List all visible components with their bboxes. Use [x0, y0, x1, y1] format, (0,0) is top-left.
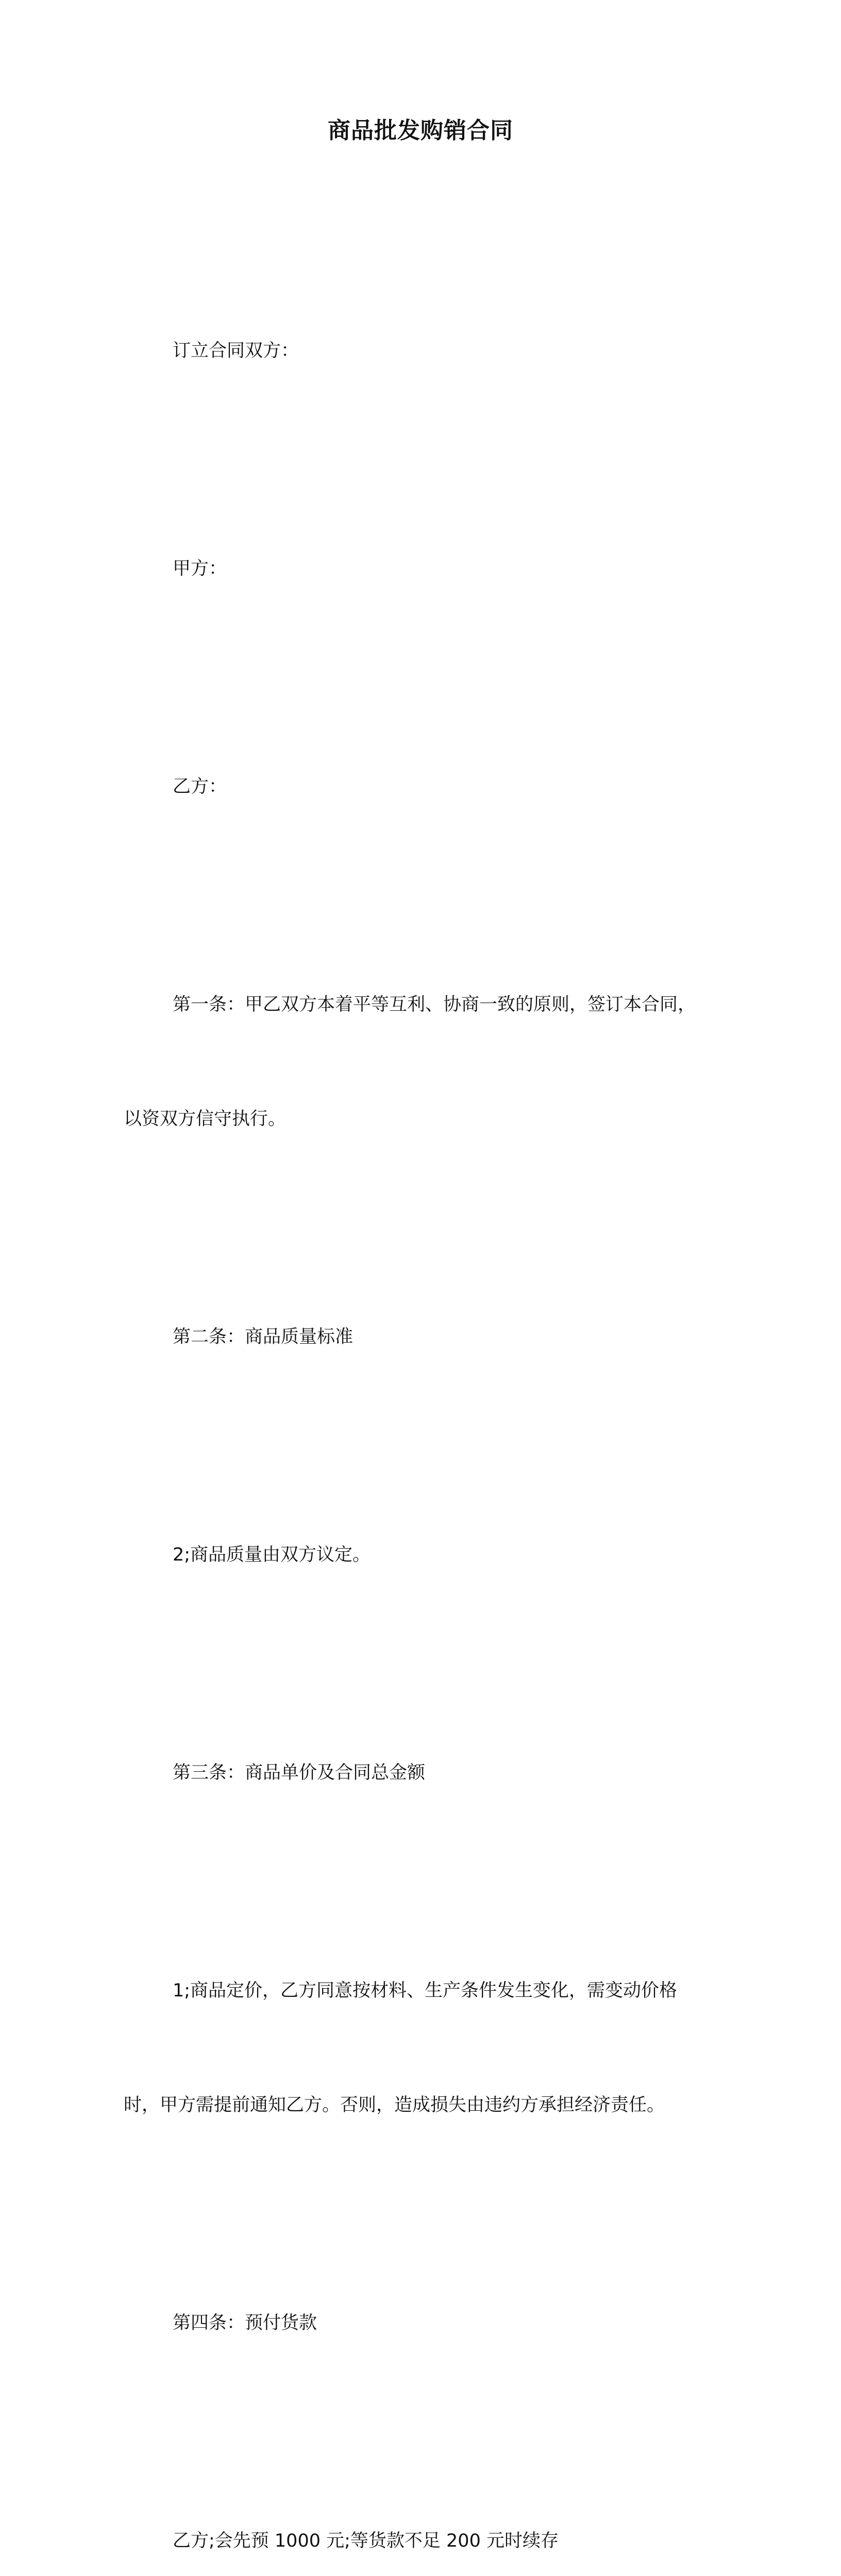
document-body — [124, 256, 717, 2576]
paragraph-line: 订立合同双方： — [173, 341, 299, 361]
paragraph-line: 第三条：商品单价及合同总金额 — [173, 1762, 426, 1783]
paragraph-party-a — [124, 473, 717, 664]
paragraph-article-3 — [124, 1677, 717, 1868]
paragraph-line: 时，甲方需提前通知乙方。否则，造成损失由违约方承担经济责任。 — [124, 2095, 665, 2115]
paragraph-line: 1;商品定价，乙方同意按材料、生产条件发生变化，需变动价格 — [173, 1980, 678, 2001]
paragraph-party-b — [124, 691, 717, 882]
paragraph-line: 乙方： — [173, 776, 227, 797]
paragraph-line: 以资双方信守执行。 — [124, 1109, 287, 1129]
paragraph-article-4-item — [124, 2446, 717, 2576]
paragraph-line: 第二条：商品质量标准 — [173, 1327, 354, 1347]
paragraph-line: 乙方;会先预 1000 元;等货款不足 200 元时续存 — [173, 2531, 559, 2551]
paragraph-line: 第四条：预付货款 — [173, 2313, 317, 2333]
paragraph-line: 第一条：甲乙双方本着平等互利、协商一致的原则，签订本合同， — [173, 994, 696, 1015]
paragraph-article-2 — [124, 1242, 717, 1432]
paragraph-line: 甲方： — [173, 558, 227, 579]
paragraph-article-1 — [124, 909, 717, 1214]
document-title: 商品批发购销合同 — [328, 117, 513, 144]
paragraph-line: 2;商品质量由双方议定。 — [173, 1545, 371, 1565]
paragraph-article-2-item — [124, 1460, 717, 1650]
paragraph-article-4 — [124, 2228, 717, 2418]
paragraph-parties — [124, 256, 717, 446]
paragraph-article-3-item — [124, 1895, 717, 2200]
